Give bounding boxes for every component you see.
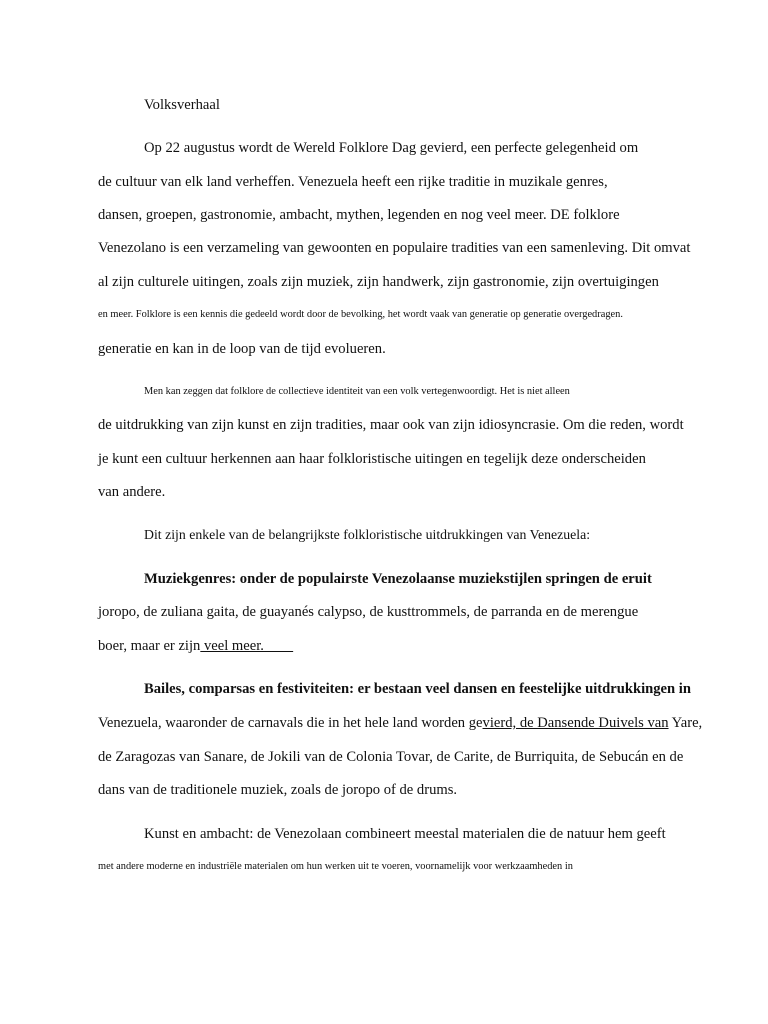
paragraph-5-line-3: de Zaragozas van Sanare, de Jokili van de Colonia Tovar, de Carite, de Burriquita, de Sebucán en de [98,749,684,765]
paragraph-4-line-2: joropo, de zuliana gaita, de guayanés calypso, de kusttrommels, de parranda en de merengue [98,604,639,620]
paragraph-1-line-3: dansen, groepen, gastronomie, ambacht, mythen, legenden en nog veel meer. DE folklore [98,207,620,223]
paragraph-6-line-2: met andere moderne en industriële materialen om hun werken uit te voeren, voornamelijk voor werkzaamheden in [98,861,573,872]
paragraph-1-line-1: Op 22 augustus wordt de Wereld Folklore Dag gevierd, een perfecte gelegenheid om [144,140,639,156]
underlined-text: vierd, de Dansende Duivels van [482,715,669,731]
paragraph-1-line-2: de cultuur van elk land verheffen. Venezuela heeft een rijke traditie in muzikale genres, [98,174,608,190]
paragraph-6-line-1: Kunst en ambacht: de Venezolaan combineert meestal materialen die de natuur hem geeft [144,826,666,842]
paragraph-2-line-4: van andere. [98,484,166,500]
paragraph-2-line-3: je kunt een cultuur herkennen aan haar folkloristische uitingen en tegelijk deze onderscheiden [98,451,646,467]
paragraph-1-line-4: Venezolano is een verzameling van gewoonten en populaire tradities van een samenleving. Dit omvat [98,240,691,256]
paragraph-5-heading: Bailes, comparsas en festiviteiten: er bestaan veel dansen en feestelijke uitdrukkingen in [144,681,691,697]
paragraph-4-line-3 [98,637,293,655]
paragraph-4-heading: Muziekgenres: onder de populairste Venezolaanse muziekstijlen springen de eruit [144,571,652,587]
paragraph-2-line-2: de uitdrukking van zijn kunst en zijn tradities, maar ook van zijn idiosyncrasie. Om die reden, wordt [98,417,684,433]
paragraph-2-line-1: Men kan zeggen dat folklore de collectieve identiteit van een volk vertegenwoordigt. Het is niet alleen [144,386,570,397]
paragraph-1-line-6: en meer. Folklore is een kennis die gedeeld wordt door de bevolking, het wordt vaak van generatie op generatie overgedragen. [98,309,623,320]
paragraph-1-line-7: generatie en kan in de loop van de tijd evolueren. [98,341,386,357]
paragraph-5-line-4: dans van de traditionele muziek, zoals de joropo of de drums. [98,782,458,798]
paragraph-4-line-3-text: boer, maar er zijn [98,638,201,654]
underlined-text: veel meer. [200,638,294,654]
paragraph-1-line-5: al zijn culturele uitingen, zoals zijn muziek, zijn handwerk, zijn gastronomie, zijn overtuigingen [98,274,659,290]
document-title: Volksverhaal [144,97,220,113]
paragraph-5-line-2-text: Venezuela, waaronder de carnavals die in het hele land worden ge [98,715,483,731]
paragraph-5-line-2 [98,714,702,732]
paragraph-3: Dit zijn enkele van de belangrijkste folkloristische uitdrukkingen van Venezuela: [144,527,591,542]
paragraph-5-line-2-end: Yare, [668,715,703,731]
